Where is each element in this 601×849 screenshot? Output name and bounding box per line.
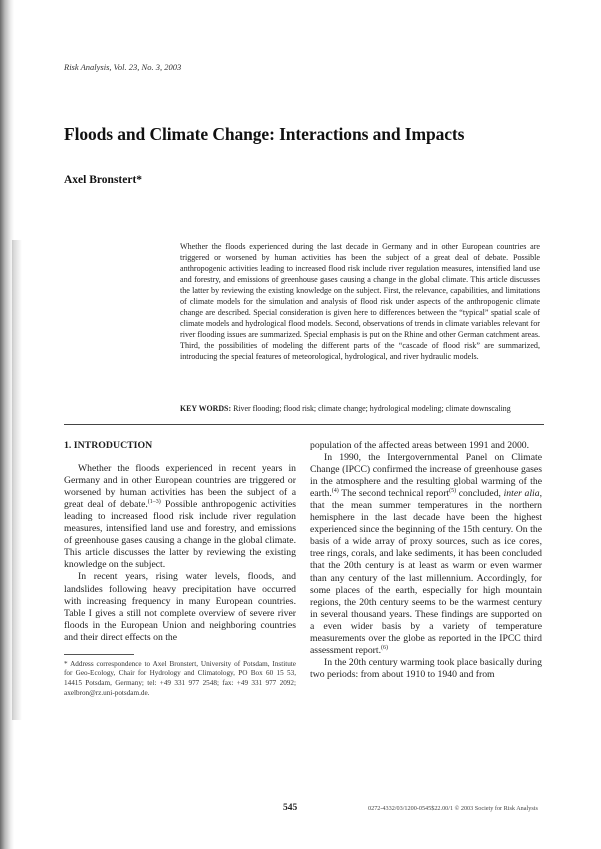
author-name: Axel Bronstert*: [64, 174, 143, 186]
citation: (1–3): [147, 498, 161, 505]
citation: (5): [449, 487, 457, 494]
warming-paragraph: In the 20th century warming took place basically during two periods: from about 1910 to 1940 and from: [310, 656, 542, 680]
ipcc-text: The second technical report: [338, 488, 450, 500]
copyright-line: 0272-4332/03/1200-0545$22.00/1 © 2003 Society for Risk Analysis: [368, 805, 538, 812]
right-column: [310, 440, 542, 681]
ipcc-paragraph: [310, 452, 542, 657]
abstract: Whether the floods experienced during the last decade in Germany and in other European countries are triggered or worsened by human activities has been the subject of a great deal of debate. Possible anthropogenic activities leading to increased flood risk include river regulation measures, intensified land use and forestry, and emissions of greenhouse gases causing a change in the global climate. This article discusses the latter by reviewing the existing knowledge on the subject. First, the relevance, capabilities, and limitations of climate models for the simulation and analysis of flood risk under aspects of the anthropogenic climate change are described. Special consideration is given here to differences between the “typical” spatial scale of climate models and hydrological flood models. Second, observations of trends in climate variables relevant for river flooding issues are summarized. Special emphasis is put on the Rhine and other German catchment areas. Third, the possibilities of modeling the different parts of the “cascade of flood risk” are summarized, introducing the special features of meteorological, hydrological, and river hydraulic models.: [180, 242, 540, 362]
correspondence-footnote: * Address correspondence to Axel Bronstert, University of Potsdam, Institute for Geo-Ecology, Chair for Hydrology and Climatology, PO Box 60 15 53, 14415 Potsdam, Germany; tel: +49 331 977 2548; fax: +49 331 977 2092; axelbron@rz.uni-potsdam.de.: [64, 659, 296, 697]
ipcc-text: , that the mean summer temperatures in the northern hemisphere in the last decade have been the highest experienced since the beginning of the 15th century. On the basis of a wide array of proxy sources, such as ice cores, tree rings, corals, and lake sediments, it has been concluded that the 20th century is at least as warm or even warmer than any century of the last millennium. Accordingly, for some places of the earth, especially for high mountain regions, the 20th century seems to be the warmest century in several thousand years. These findings are supported on a even wider basis by a variety of temperature measurements over the globe as reported in the IPCC third assessment report.: [310, 488, 542, 656]
intro-paragraph-1: [64, 463, 296, 571]
italic-term: inter alia: [503, 488, 540, 500]
citation: (4): [331, 487, 339, 494]
keywords-label: KEY WORDS:: [180, 404, 232, 413]
left-column: [64, 440, 296, 699]
ipcc-text: In 1990, the Intergovernmental Panel on Climate Change (IPCC) confirmed the increase of greenhouse gases in the atmosphere and the resulting global warming of the earth.: [310, 452, 542, 500]
page-number: 545: [283, 803, 298, 813]
footnote-divider: [64, 654, 134, 655]
paper-title: Floods and Climate Change: Interactions and Impacts: [64, 124, 465, 144]
journal-reference: Risk Analysis, Vol. 23, No. 3, 2003: [64, 62, 182, 72]
ipcc-text: concluded,: [456, 488, 504, 500]
keywords: [180, 404, 560, 413]
section-divider: [64, 424, 544, 425]
keywords-text: River flooding; flood risk; climate change; hydrological modeling; climate downscaling: [233, 404, 511, 413]
continued-paragraph: population of the affected areas between 1991 and 2000.: [310, 440, 530, 451]
scan-edge-smudge: [12, 240, 22, 720]
citation: (6): [381, 644, 389, 651]
intro-text: Whether the floods experienced in recent years in Germany and in other European countries are triggered or worsened by human activities has been the subject of a great deal of debate.: [64, 463, 296, 511]
intro-paragraph-2: In recent years, rising water levels, floods, and landslides following heavy precipitation have occurred with increasing frequency in many European countries. Table I gives a still not complete overview of severe river floods in the European Union and neighboring countries and their direct effects on the: [64, 571, 296, 643]
intro-text: Possible anthropogenic activities leading to increased flood risk include river regulation measures, intensified land use and forestry, and emissions of greenhouse gases causing a change in the global climate. This article discusses the latter by reviewing the existing knowledge on the subject.: [64, 499, 297, 571]
section-heading: 1. INTRODUCTION: [64, 440, 153, 451]
